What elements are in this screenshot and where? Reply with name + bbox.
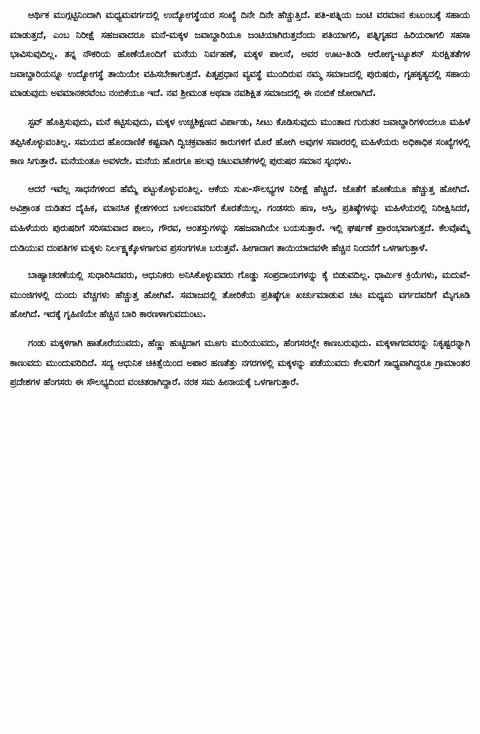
paragraph-household-responsibilities: ಸ್ಟವ್ ಹೊತ್ತಿಸುವುದು, ಮನೆ ಕಟ್ಟಿಸುವುದು, ಮಕ್ಕಳ ಉಚ್ಚಶಿಕ್ಷಣದ ವಿರ್ಪಾಡು, ಸೀಟು ಕೊಡಿಸುವುದು ಮುಂತಾದ ಗುರುತರ ಜವಾಬ್ದಾರಿಗಳಿಂದಲೂ ಮಹಿಳೆ ತಪ್ಪಿಸಿಕೊಳ್ಳುವಂತಿಲ್ಲ. ಸಮಯದ ಹೊಂದಾಣಿಕೆ ಕಷ್ಟವಾಗಿ ದ್ವಿಚಕ್ರವಾಹನ ಕಾರುಗಳಿಗೆ ಮೊರೆ ಹೋಗಿ ಅವುಗಳ ಸವಾರರಲ್ಲಿ ಮಹಿಳೆಯರು ಅಧಿಕಾಧಿಕ ಸಂಖ್ಯೆಗಳಲ್ಲಿ ಕಾಣ ಸಿಗುತ್ತಾರೆ. ಮನೆಯಂತೂ ಅವಳದೇ. ಮನೆಯ ಹೊರಗೂ ಹಲವು ಚಟುವಟಿಕೆಗಳಲ್ಲಿ ಪುರುಷರ ಸಮಾನ ಸ್ಕಂಧಳು. [10,116,470,168]
paragraph-traditions-and-expenses: ಬಾಹ್ಯಾಚರಣೆಯಲ್ಲಿ ಸುಧಾರಿಸಿದವರು, ಆಧುನಿಕರು ಅನಿಸಿಕೊಳ್ಳುವವರು ಗೊಡ್ಡು ಸಂಪ್ರದಾಯಗಳನ್ನು ಕೈ ಬಿಡುವದಿಲ್ಲ. ಧಾರ್ಮಿಕ ಕ್ರಿಯೆಗಳು, ಮದುವೆ-ಮುಂಜಿಗಳಲ್ಲಿ ದುಂದು ವೆಚ್ಚಗಳು ಹೆಚ್ಚುತ್ತ ಹೋಗಿವೆ. ಸಮಾಜದಲ್ಲಿ ತೋರಿಕೆಯ ಪ್ರತಿಷ್ಠೆಗೂ ಖರ್ಚುಮಾಡುವ ಚಟ ಮಧ್ಯಮ ವರ್ಗದವರಿಗೆ ಮೈಗೂಡಿ ಹೋಗಿದೆ. ಇದಕ್ಕೆ ಗೃಹಿಣಿಯೇ ಹೆಚ್ಚಿನ ಬಾರಿ ಕಾರಣಳಾಗುವದುಂಟು. [10,270,470,321]
paragraph-expectations-and-conflict: ಆದರೆ ಇವೆಲ್ಲ ಸಾಧನೆಗಳಿಂದ ಹೆಮ್ಮೆ ಪಟ್ಟುಕೊಳ್ಳುವಂತಿಲ್ಲ. ಆಕೆಯ ಸುಖ-ಸೌಲಭ್ಯಗಳ ನಿರೀಕ್ಷೆ ಹೆಚ್ಚಿದೆ. ಜೊತೆಗೆ ಹೊಣೆಯೂ ಹೆಚ್ಚುತ್ತ ಹೋಗಿದೆ. ಅವಿಶ್ರಾಂತ ದುಡಿತದ ದೈಹಿಕ, ಮಾನಸಿಕ ಕ್ಲೇಶಗಳಿಂದ ಬಳಲುವವರಿಗೆ ಕೊರತೆಯಿಲ್ಲ. ಗಂಡಸರು ಹಣ, ಆಸ್ತಿ, ಪ್ರತಿಷ್ಠೆಗಳನ್ನು ಮಹಿಳೆಯರಲ್ಲಿ ನಿರೀಕ್ಷಿಸಿದರೆ, ಮಹಿಳೆಯರು ಪುರುಷರಿಗೆ ಸರಿಸಮವಾದ ಪಾಲು, ಗೌರವ, ಅಂತಸ್ತುಗಳನ್ನು ಸಹಜವಾಗಿಯೇ ಬಯಸುತ್ತಾರೆ. ಇಲ್ಲಿ ಘರ್ಷಣೆ ಪ್ರಾರಂಭವಾಗುತ್ತದೆ. ಕೆಲವೊಮ್ಮೆ ದುಡಿಯುವ ದಂಪತಿಗಳ ಮಕ್ಕಳು ನಿರ್ಲಕ್ಷ್ಯಕ್ಕೊಳಗಾಗುವ ಪ್ರಸಂಗಗಳೂ ಬರುತ್ತವೆ. ಹೀಗಾದಾಗ ತಾಯಿಯಾದವಳೇ ಹೆಚ್ಚಿನ ನಿಂದನೆಗೆ ಒಳಗಾಗುತ್ತಾಳೆ. [10,183,470,254]
paragraph-economic-pressure: ಆರ್ಥಿಕ ಮುಗ್ಗಟ್ಟಿನಿಂದಾಗಿ ಮಧ್ಯಮವರ್ಗದಲ್ಲಿ ಉದ್ಯೋಗಸ್ಥೆಯರ ಸಂಖ್ಯೆ ದಿನೇ ದಿನೇ ಹೆಚ್ಚುತ್ತಿದೆ. ಪತಿ-ಪತ್ನಿಯ ಜಂಟಿ ವರಮಾನ ಕುಟುಂಬಕ್ಕೆ ಸಹಾಯ ಮಾಡುತ್ತದೆ, ಎಂಬ ನಿರೀಕ್ಷೆ ಸಹಜವಾದರೂ ಮನೆ-ಮಕ್ಕಳ ಜವಾಬ್ದಾರಿಯೂ ಜಂಟಿಯಾಗಿರುತ್ತದೆಂದು ಪತಿಯಾಗಲಿ, ಪತ್ನಿಗೃಹದ ಹಿರಿಯರಾಗಲಿ ಸಹಸಾ ಭಾವಿಸುವುದಿಲ್ಲ. ತನ್ನ ನೌಕರಿಯ ಹೊಣೆಯೊಂದಿಗೆ ಮನೆಯ ನಿರ್ವಹಣೆ, ಮಕ್ಕಳ ಪಾಲನೆ, ಅವರ ಊಟ-ತಿಂಡಿ ಆರೋಗ್ಯ-ಟ್ಯೂಶನ್ ಸುರಕ್ಷಿತತೆಗಳ ಜವಾಬ್ದಾರಿಯನ್ನೂ ಉದ್ಯೋಗಸ್ಥೆ ತಾಯಿಯೇ ವಹಿಸಬೇಕಾಗುತ್ತದೆ. ಪಿತೃಪ್ರಧಾನ ವ್ಯವಸ್ಥೆ ಮುಂದಿರುವ ನಮ್ಮ ಸಮಾಜದಲ್ಲಿ ಪುರುಷರು, ಗೃಹಕೃತ್ಯದಲ್ಲಿ ಸಹಾಯ ಮಾಡುವುದು ಅವಮಾನಕರವೆಂಬ ನಂಬಿಕೆಯೂ ಇದೆ. ನವ ಶ್ರೀಮಂತ ಅಥವಾ ನವಶಿಕ್ಷಿತ ಸಮಾಜದಲ್ಲಿ ಈ ನಂಬಿಕೆ ಜೋರಾಗಿದೆ. [10,10,470,100]
paragraph-son-preference: ಗಂಡು ಮಕ್ಕಳಿಗಾಗಿ ಹಾತೊರೆಯುವದು, ಹೆಣ್ಣು ಹುಟ್ಟಿದಾಗ ಮೂಗು ಮುರಿಯುವದು, ಹೆಂಗಸರಲ್ಲೇ ಕಾಣಬರುವುದು. ಮಕ್ಕಳಾಗದವರನ್ನು ನಿಕೃಷ್ಟರನ್ನಾಗಿ ಕಾಣುವದು ಮುಂದುವರಿದಿದೆ. ಸದ್ಯ ಆಧುನಿಕ ಚಿಕಿತ್ಸೆಯಿಂದ ಅಪಾರ ಹಣತೆತ್ತು ನಗರಗಳಲ್ಲಿ ಮಕ್ಕಳನ್ನು ಪಡೆಯುವದು ಕೆಲವರಿಗೆ ಸಾಧ್ಯವಾಗಿದ್ದರೂ ಗ್ರಾಮಾಂತರ ಪ್ರದೇಶಗಳ ಹೆಂಗಸರು ಈ ಸೌಲಭ್ಯದಿಂದ ವಂಚಿತರಾಗಿದ್ದಾರೆ. ನರಕ ಸಮ ಹೀನಾಯಕ್ಕೆ ಒಳಗಾಗುತ್ತಾರೆ. [10,337,470,389]
